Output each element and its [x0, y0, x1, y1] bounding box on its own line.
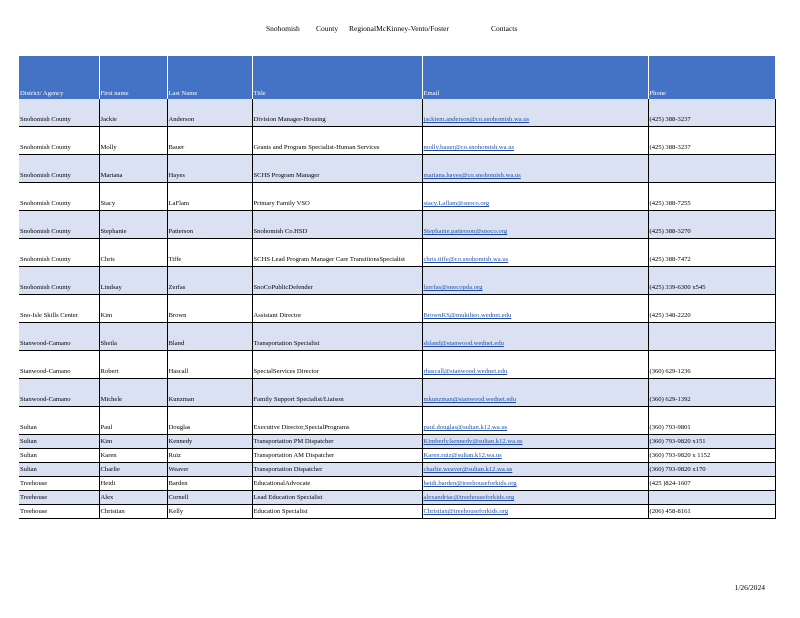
email-link[interactable]: charlie.weaver@sultan.k12.wa.us: [423, 466, 513, 474]
cell-agency: Stanwood-Camano: [19, 351, 99, 379]
cell-title: Transportation Specialist: [252, 323, 422, 351]
cell-title: Transportation Dispatcher: [252, 463, 422, 477]
cell-title: SCHS Lead Program Manager Care TransitionsSpecialist: [252, 239, 422, 267]
cell-last: Tiffe: [167, 239, 252, 267]
cell-email: [422, 155, 648, 183]
cell-phone: (360) 793-9820 x170: [648, 463, 775, 477]
cell-phone: (425) 388-3270: [648, 211, 775, 239]
email-link[interactable]: paul.douglas@sultan.k12.wa.us: [423, 424, 508, 432]
cell-email: [422, 267, 648, 295]
table-row: [19, 379, 775, 407]
header-phone: Phone: [648, 56, 775, 99]
title-part-2: County: [316, 24, 339, 33]
cell-last: Brown: [167, 295, 252, 323]
cell-email: [422, 323, 648, 351]
cell-title: Transportation PM Dispatcher: [252, 435, 422, 449]
cell-email: [422, 183, 648, 211]
table-row: [19, 239, 775, 267]
cell-first: Robert: [99, 351, 167, 379]
table-row: [19, 463, 775, 477]
cell-phone: (425) 339-6300 x545: [648, 267, 775, 295]
email-link[interactable]: Christian@treehouseforkids.org: [423, 508, 509, 516]
title-part-4: Contacts: [491, 24, 518, 33]
cell-last: Hayes: [167, 155, 252, 183]
cell-phone: (360) 793-9820 x 1152: [648, 449, 775, 463]
cell-phone: (425) 348-2220: [648, 295, 775, 323]
table-row: [19, 99, 775, 127]
cell-phone: (425) 388-3237: [648, 127, 775, 155]
table-row: [19, 351, 775, 379]
cell-agency: Snohomish County: [19, 127, 99, 155]
cell-first: Chris: [99, 239, 167, 267]
cell-agency: Sultan: [19, 407, 99, 435]
cell-last: Zerfas: [167, 267, 252, 295]
table-row: [19, 407, 775, 435]
cell-title: Snohomish Co.HSD: [252, 211, 422, 239]
email-link[interactable]: mariana.hayes@co.snohomish.wa.us: [423, 172, 521, 180]
table-row: [19, 127, 775, 155]
table-row: [19, 155, 775, 183]
cell-last: Weaver: [167, 463, 252, 477]
header-row: [19, 56, 775, 99]
cell-first: Paul: [99, 407, 167, 435]
cell-phone: [648, 491, 775, 505]
email-link[interactable]: Karen.ruiz@sultan.k12.wa.us: [423, 452, 502, 460]
cell-first: Stacy: [99, 183, 167, 211]
cell-phone: (360) 629-1392: [648, 379, 775, 407]
cell-phone: (425) 388-3237: [648, 99, 775, 127]
cell-last: Barden: [167, 477, 252, 491]
cell-email: [422, 407, 648, 435]
header-agency: District/ Agency: [19, 56, 99, 99]
cell-last: Kunzman: [167, 379, 252, 407]
cell-title: Lead Education Specialist: [252, 491, 422, 505]
table-row: [19, 435, 775, 449]
cell-agency: Treehouse: [19, 491, 99, 505]
cell-title: Primary Family VSO: [252, 183, 422, 211]
cell-first: Mariana: [99, 155, 167, 183]
table-row: [19, 491, 775, 505]
cell-agency: Snohomish County: [19, 267, 99, 295]
cell-first: Alex: [99, 491, 167, 505]
cell-agency: Treehouse: [19, 505, 99, 519]
cell-phone: (360) 629-1236: [648, 351, 775, 379]
cell-phone: (206) 458-8161: [648, 505, 775, 519]
cell-first: Kim: [99, 435, 167, 449]
cell-email: [422, 239, 648, 267]
cell-first: Heidi: [99, 477, 167, 491]
header-first-name: First name: [99, 56, 167, 99]
footer-date: 1/26/2024: [734, 583, 765, 592]
cell-title: Assistant Director: [252, 295, 422, 323]
cell-last: Anderson: [167, 99, 252, 127]
email-link[interactable]: Stephanie.patterson@snoco.org: [423, 228, 508, 236]
cell-email: [422, 295, 648, 323]
title-part-1: Snohomish: [266, 24, 300, 33]
table-row: [19, 183, 775, 211]
cell-phone: [648, 323, 775, 351]
header-email: Email: [422, 56, 648, 99]
header-last-name: Last Name: [167, 56, 252, 99]
cell-email: [422, 351, 648, 379]
email-link[interactable]: alexandriac@treehouseforkids.org: [423, 494, 515, 502]
table-row: [19, 505, 775, 519]
email-link[interactable]: Kimberly.kennedy@sultan.k12.wa.us: [423, 438, 523, 446]
cell-email: [422, 379, 648, 407]
cell-title: Transportation AM Dispatcher: [252, 449, 422, 463]
cell-first: Michele: [99, 379, 167, 407]
email-link[interactable]: stacy.Laflam@snoco.org: [423, 200, 490, 208]
cell-email: [422, 99, 648, 127]
cell-last: Cornell: [167, 491, 252, 505]
email-link[interactable]: rhascall@stanwood.wednet.edu: [423, 368, 508, 376]
cell-title: Grants and Program Specialist-Human Services: [252, 127, 422, 155]
cell-phone: (360) 793-9801: [648, 407, 775, 435]
table-row: [19, 267, 775, 295]
cell-last: Patterson: [167, 211, 252, 239]
table-row: [19, 477, 775, 491]
cell-agency: Stanwood-Camano: [19, 379, 99, 407]
contacts-table: [19, 56, 776, 519]
email-link[interactable]: heidi.barden@treehouseforkids.org: [423, 480, 517, 488]
cell-email: [422, 449, 648, 463]
title-part-3: RegionalMcKinney-Vento/Foster: [349, 24, 449, 33]
email-link[interactable]: BrownKS@mukilteo.wednet.edu: [423, 312, 512, 320]
table-row: [19, 211, 775, 239]
cell-first: Jackie: [99, 99, 167, 127]
cell-agency: Snohomish County: [19, 183, 99, 211]
cell-last: Bauer: [167, 127, 252, 155]
cell-agency: Stanwood-Camano: [19, 323, 99, 351]
cell-phone: (360) 793-9820 x151: [648, 435, 775, 449]
email-link[interactable]: sbland@stanwood.wednet.edu: [423, 340, 504, 348]
cell-first: Karen: [99, 449, 167, 463]
cell-last: LaFlam: [167, 183, 252, 211]
cell-title: SpecialServices Director: [252, 351, 422, 379]
cell-phone: [648, 155, 775, 183]
cell-last: Bland: [167, 323, 252, 351]
cell-first: Christian: [99, 505, 167, 519]
email-link[interactable]: mkunzman@stanwood.wednet.edu: [423, 396, 517, 404]
cell-first: Stephanie: [99, 211, 167, 239]
cell-last: Kelly: [167, 505, 252, 519]
email-link[interactable]: jackiem.anderson@co.snohomish.wa.us: [423, 116, 530, 124]
cell-title: Executive Director,SpecialPrograms: [252, 407, 422, 435]
cell-agency: Sno-Isle Skills Center: [19, 295, 99, 323]
table-row: [19, 323, 775, 351]
cell-first: Kim: [99, 295, 167, 323]
cell-email: [422, 505, 648, 519]
cell-title: Family Support Specialist/Liaison: [252, 379, 422, 407]
cell-last: Kennedy: [167, 435, 252, 449]
cell-phone: (425 )824-1607: [648, 477, 775, 491]
email-link[interactable]: molly.bauer@co.snohomish.wa.us: [423, 144, 515, 152]
cell-agency: Sultan: [19, 435, 99, 449]
cell-first: Molly: [99, 127, 167, 155]
cell-phone: (425) 388-7255: [648, 183, 775, 211]
cell-agency: Snohomish County: [19, 239, 99, 267]
header-title: Title: [252, 56, 422, 99]
cell-title: SnoCoPublicDefender: [252, 267, 422, 295]
cell-first: Lindsay: [99, 267, 167, 295]
cell-title: Education Specialist: [252, 505, 422, 519]
cell-title: Division Manager-Housing: [252, 99, 422, 127]
email-link[interactable]: chris.tiffe@co.snohomish.wa.us: [423, 256, 509, 264]
cell-email: [422, 463, 648, 477]
email-link[interactable]: lzerfas@snocopda.org: [423, 284, 483, 292]
cell-agency: Sultan: [19, 463, 99, 477]
cell-email: [422, 477, 648, 491]
cell-last: Ruiz: [167, 449, 252, 463]
cell-agency: Treehouse: [19, 477, 99, 491]
cell-title: SCHS Program Manager: [252, 155, 422, 183]
cell-email: [422, 491, 648, 505]
cell-email: [422, 435, 648, 449]
cell-first: Charlie: [99, 463, 167, 477]
cell-agency: Sultan: [19, 449, 99, 463]
cell-email: [422, 211, 648, 239]
cell-title: EducationalAdvocate: [252, 477, 422, 491]
table-row: [19, 295, 775, 323]
cell-last: Hascall: [167, 351, 252, 379]
cell-phone: (425) 388-7472: [648, 239, 775, 267]
cell-agency: Snohomish County: [19, 155, 99, 183]
cell-agency: Snohomish County: [19, 211, 99, 239]
cell-agency: Snohomish County: [19, 99, 99, 127]
cell-first: Sheila: [99, 323, 167, 351]
cell-last: Douglas: [167, 407, 252, 435]
cell-email: [422, 127, 648, 155]
table-row: [19, 449, 775, 463]
